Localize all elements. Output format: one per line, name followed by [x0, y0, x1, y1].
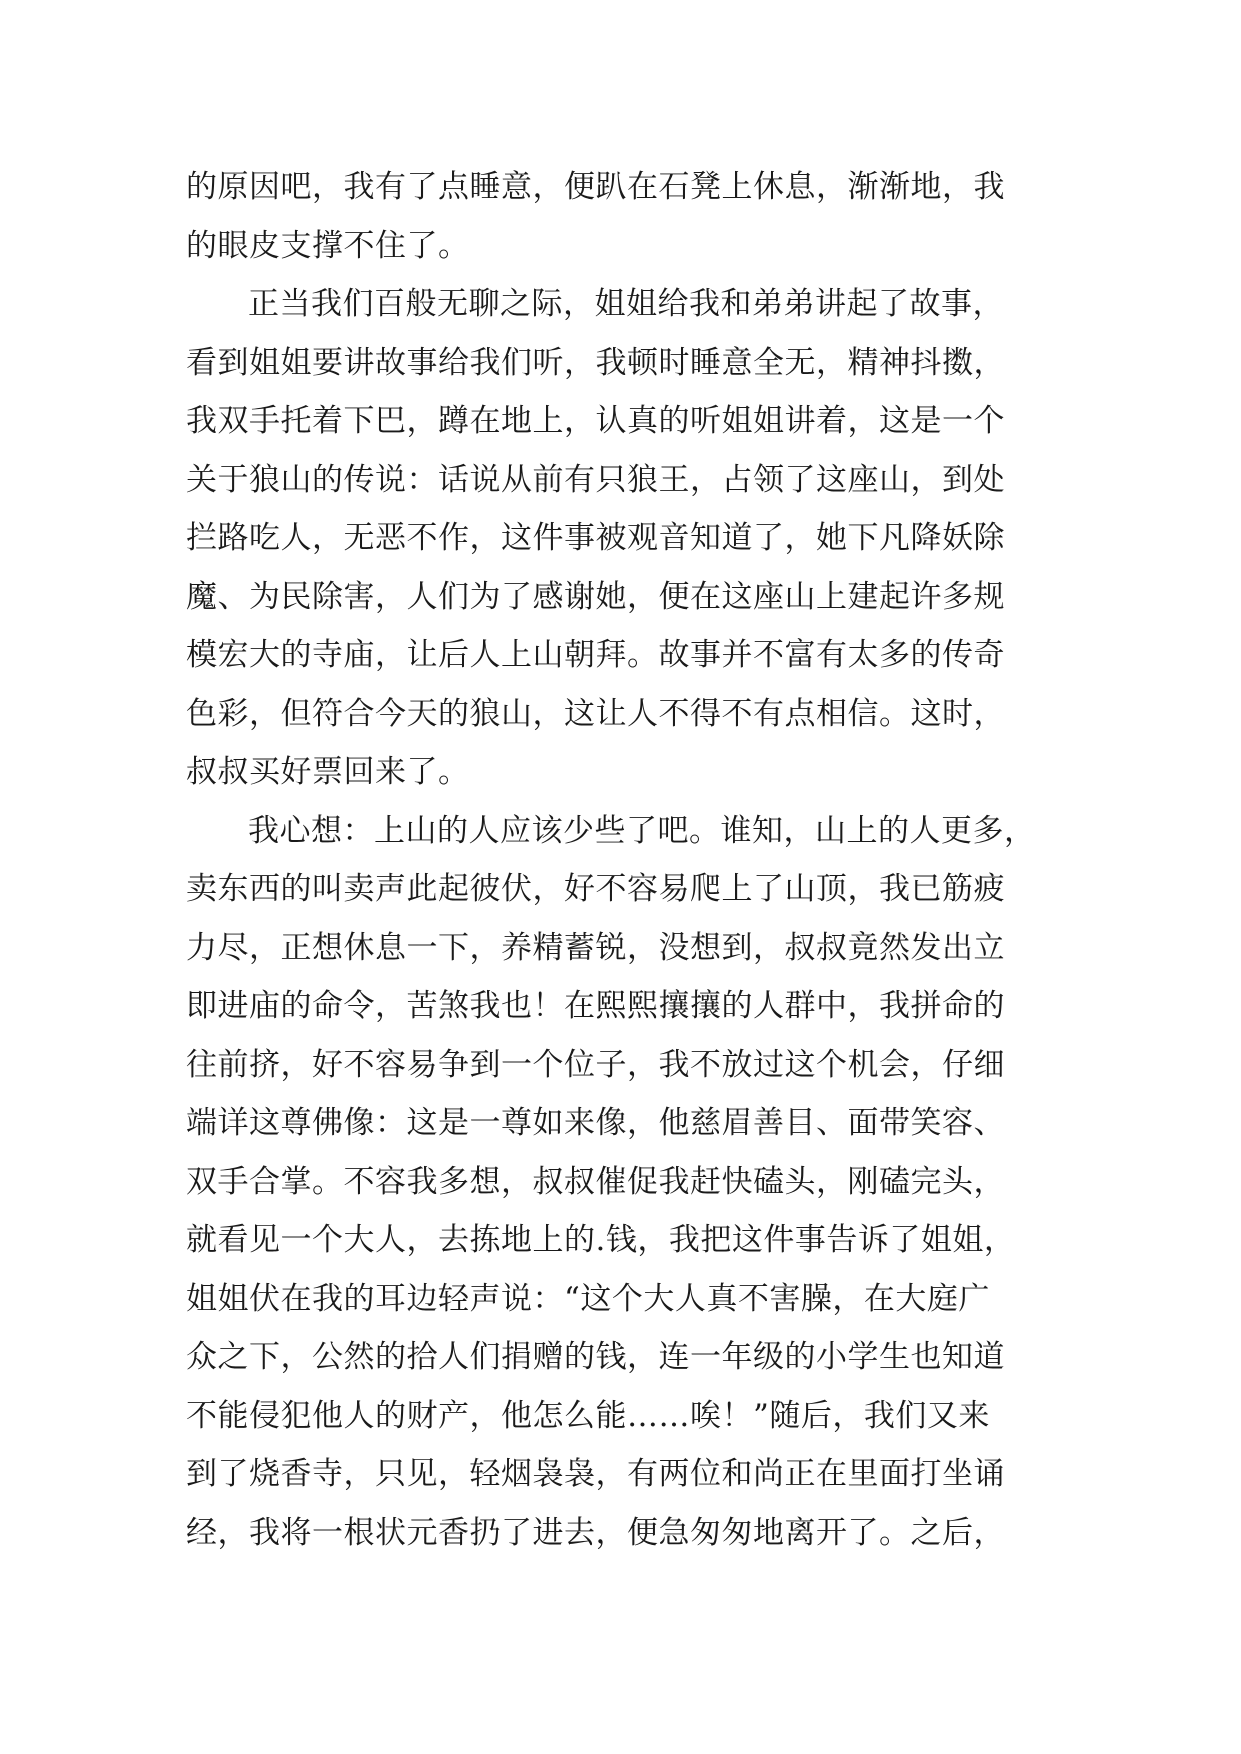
text-line: 往前挤，好不容易争到一个位子，我不放过这个机会，仔细	[186, 1046, 1005, 1083]
text-line: 姐姐伏在我的耳边轻声说：“这个大人真不害臊，在大庭广	[186, 1280, 990, 1317]
text-line: 就看见一个大人，去拣地上的.钱，我把这件事告诉了姐姐，	[186, 1222, 1016, 1258]
text-line: 不能侵犯他人的财产，他怎么能……唉！”随后，我们又来	[186, 1397, 990, 1434]
text-line: 众之下，公然的拾人们捐赠的钱，连一年级的小学生也知道	[186, 1339, 1005, 1375]
text-line: 的眼皮支撑不住了。	[186, 227, 470, 264]
text-line: 色彩，但符合今天的狼山，这让人不得不有点相信。这时，	[186, 695, 1005, 732]
text-line: 到了烧香寺，只见，轻烟袅袅，有两位和尚正在里面打坐诵	[186, 1456, 1005, 1492]
text-line: 经，我将一根状元香扔了进去，便急匆匆地离开了。之后，	[186, 1514, 1005, 1551]
text-line: 魔、为民除害，人们为了感谢她，便在这座山上建起许多规	[186, 578, 1005, 615]
text-line: 端详这尊佛像：这是一尊如来像，他慈眉善目、面带笑容、	[186, 1105, 1005, 1141]
text-line: 我心想：上山的人应该少些了吧。谁知，山上的人更多，	[248, 812, 1036, 849]
body-text	[186, 158, 1056, 1562]
text-line: 拦路吃人，无恶不作，这件事被观音知道了，她下凡降妖除	[186, 520, 1005, 556]
text-line: 力尽，正想休息一下，养精蓄锐，没想到，叔叔竟然发出立	[186, 929, 1005, 966]
text-line: 的原因吧，我有了点睡意，便趴在石凳上休息，渐渐地，我	[186, 169, 1005, 205]
text-line: 卖东西的叫卖声此起彼伏，好不容易爬上了山顶，我已筋疲	[186, 871, 1005, 907]
text-line: 正当我们百般无聊之际，姐姐给我和弟弟讲起了故事，	[248, 286, 1004, 322]
text-line: 模宏大的寺庙，让后人上山朝拜。故事并不富有太多的传奇	[186, 637, 1005, 673]
text-line: 叔叔买好票回来了。	[186, 754, 470, 790]
text-line: 我双手托着下巴，蹲在地上，认真的听姐姐讲着，这是一个	[186, 403, 1005, 439]
text-line: 关于狼山的传说：话说从前有只狼王，占领了这座山，到处	[186, 461, 1005, 498]
text-line: 看到姐姐要讲故事给我们听，我顿时睡意全无，精神抖擞，	[186, 344, 1005, 381]
text-line: 即进庙的命令，苦煞我也！在熙熙攘攘的人群中，我拼命的	[186, 988, 1005, 1024]
text-line: 双手合掌。不容我多想，叔叔催促我赶快磕头，刚磕完头，	[186, 1163, 1005, 1200]
